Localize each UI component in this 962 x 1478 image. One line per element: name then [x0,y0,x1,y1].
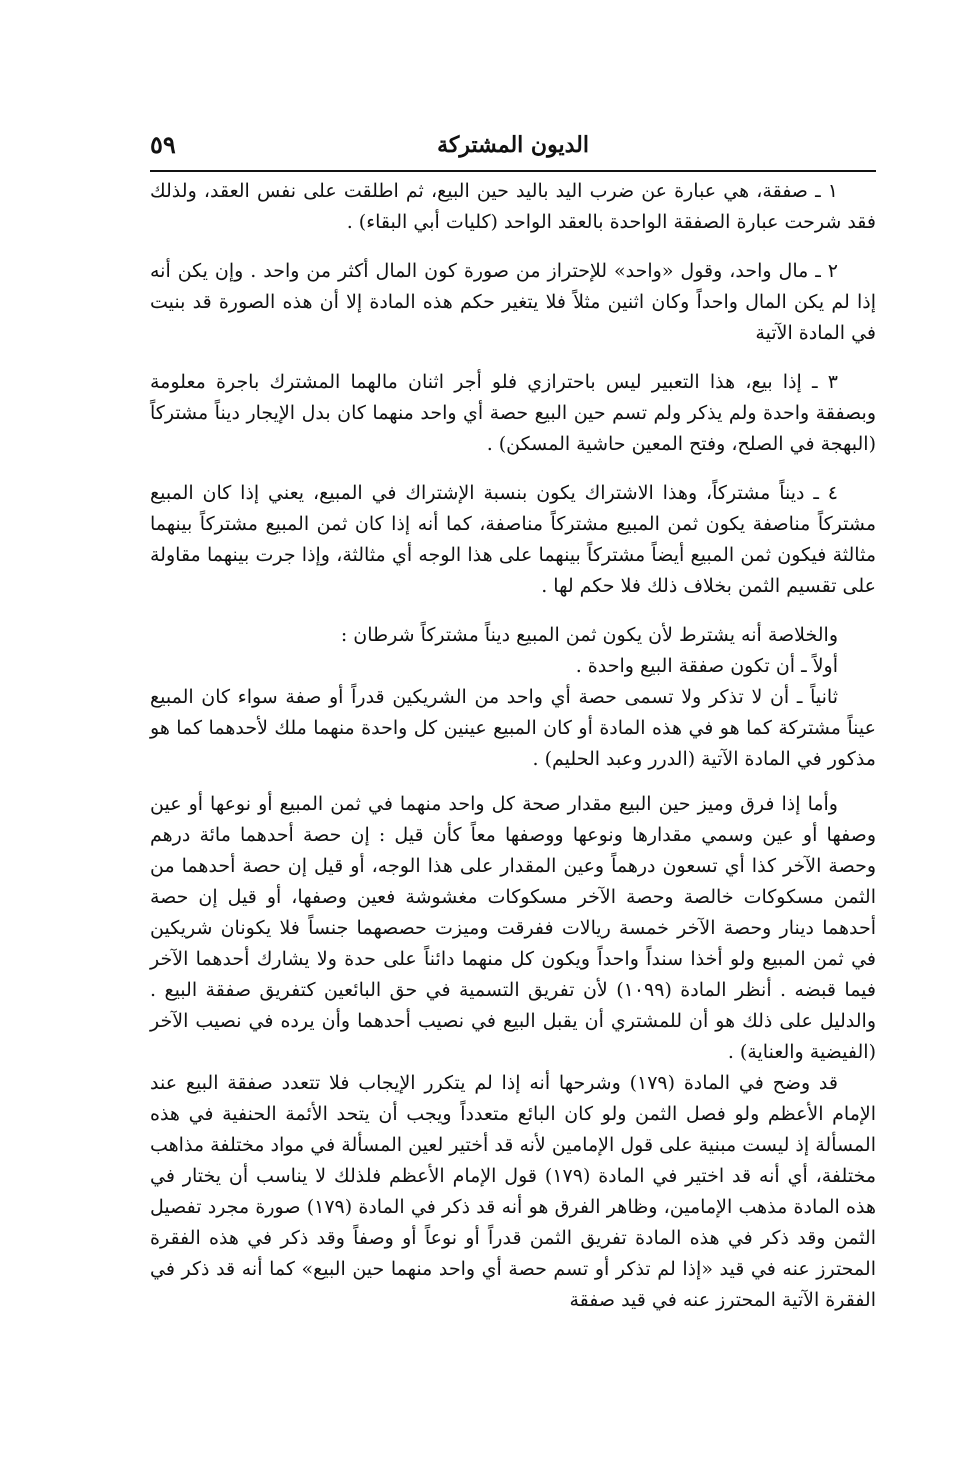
summary-paragraph: والخلاصة أنه يشترط لأن يكون ثمن المبيع ديناً مشتركاً شرطان : [340,624,838,646]
condition-first: أولاً ـ أن تكون صفقة البيع واحدة . [575,655,838,677]
footnote-4: ٤ ـ ديناً مشتركاً، وهذا الاشتراك يكون بنسبة الإشتراك في المبيع، يعني إذا كان المبيع مشتركاً مناصفة يكون ثمن المبيع مشتركاً مناصفة، كما أنه إذا كان ثمن المبيع مشتركاً بينهما مثالثة فيكون ثمن المبيع أيضاً مشتركاً بينهما على هذا الوجه أي مثالثة، وإذا جرت بينهما مقاولة على تقسيم الثمن بخلاف ذلك فلا حكم لها . [150,482,876,597]
page-header [150,128,876,172]
footnote-3: ٣ ـ إذا بيع، هذا التعبير ليس باحترازي فلو أجر اثنان مالهما المشترك باجرة معلومة وبصفقة واحدة ولم يذكر ولم تسم حين البيع حصة أي واحد منهما كان بدل الإيجار ديناً مشتركاً (البهجة في الصلح، وفتح المعين حاشية المسكن) . [150,371,876,455]
page-body [150,176,876,1316]
body-paragraph: قد وضح في المادة (١٧٩) وشرحها أنه إذا لم يتكرر الإيجاب فلا تتعدد صفقة البيع عند الإمام الأعظم ولو فصل الثمن ولو كان البائع متعدداً ويجب أن يتحد الأئمة الحنفية في هذه المسألة إذ ليست مبنية على قول الإمامين لأنه قد أختير لعين المسألة في مواد مختلفة مذاهب مختلفة، أي أنه قد اختير في المادة (١٧٩) قول الإمام الأعظم فلذلك لا يناسب أن يختار في هذه المادة مذهب الإمامين، وظاهر الفرق هو أنه قد ذكر في المادة (١٧٩) صورة مجرد تفصيل الثمن وقد ذكر في هذه المادة تفريق الثمن قدراً أو نوعاً أو وصفاً وقد ذكر في هذه الفقرة المحترز عنه في قيد «إذا لم تذكر أو تسم حصة أي واحد منهما حين البيع» كما أنه قد ذكر في الفقرة الآتية المحترز عنه في قيد صفقة [150,1072,876,1311]
page-number: ٥٩ [150,130,176,159]
condition-second: ثانياً ـ أن لا تذكر ولا تسمى حصة أي واحد من الشريكين قدراً أو صفة سواء كان المبيع عيناً مشتركة كما هو في هذه المادة أو كان المبيع عينين كل واحدة منهما ملك لأحدهما كما هو مذكور في المادة الآتية (الدرر وعبد الحليم) . [150,686,876,770]
running-title: الديون المشتركة [437,132,589,158]
body-paragraph: وأما إذا فرق وميز حين البيع مقدار صحة كل واحد منهما في ثمن المبيع أو نوعها أو عين وصفها أو عين وسمي مقدارها ونوعها ووصفها معاً كأن قيل : إن حصة أحدهما مائة درهم وحصة الآخر كذا أي تسعون درهماً وعين المقدار على هذا الوجه، أو قيل إن حصة أحدهما من الثمن مسكوكات خالصة وحصة الآخر مسكوكات مغشوشة فعين وصفها، أو قيل إن حصة أحدهما دينار وحصة الآخر خمسة ريالات ففرقت وميزت حصصهما جنساً فلا يكونان شريكين في ثمن المبيع ولو أخذا سنداً واحداً ويكون كل منهما دائناً على حدة ولا يشارك أحدهما الآخر فيما قبضه . أنظر المادة (١٠٩٩) لأن تفريق التسمية في حق البائعين كتفريق صفقة البيع . والدليل على ذلك هو أن للمشتري أن يقبل البيع في نصيب أحدهما وأن يرده في نصيب الآخر (الفيضية والعناية) . [150,793,876,1063]
footnote-2: ٢ ـ مال واحد، وقول «واحد» للإحتراز من صورة كون المال أكثر من واحد . وإن يكن أنه إذا لم يكن المال واحداً وكان اثنين مثلاً فلا يتغير حكم هذه المادة إلا أن هذه الصورة قد بنيت في المادة الآتية [150,260,876,344]
footnote-1: ١ ـ صفقة، هي عبارة عن ضرب اليد باليد حين البيع، ثم اطلقت على نفس العقد، ولذلك فقد شرحت عبارة الصفقة الواحدة بالعقد الواحد (كليات أبي البقاء) . [150,180,876,233]
